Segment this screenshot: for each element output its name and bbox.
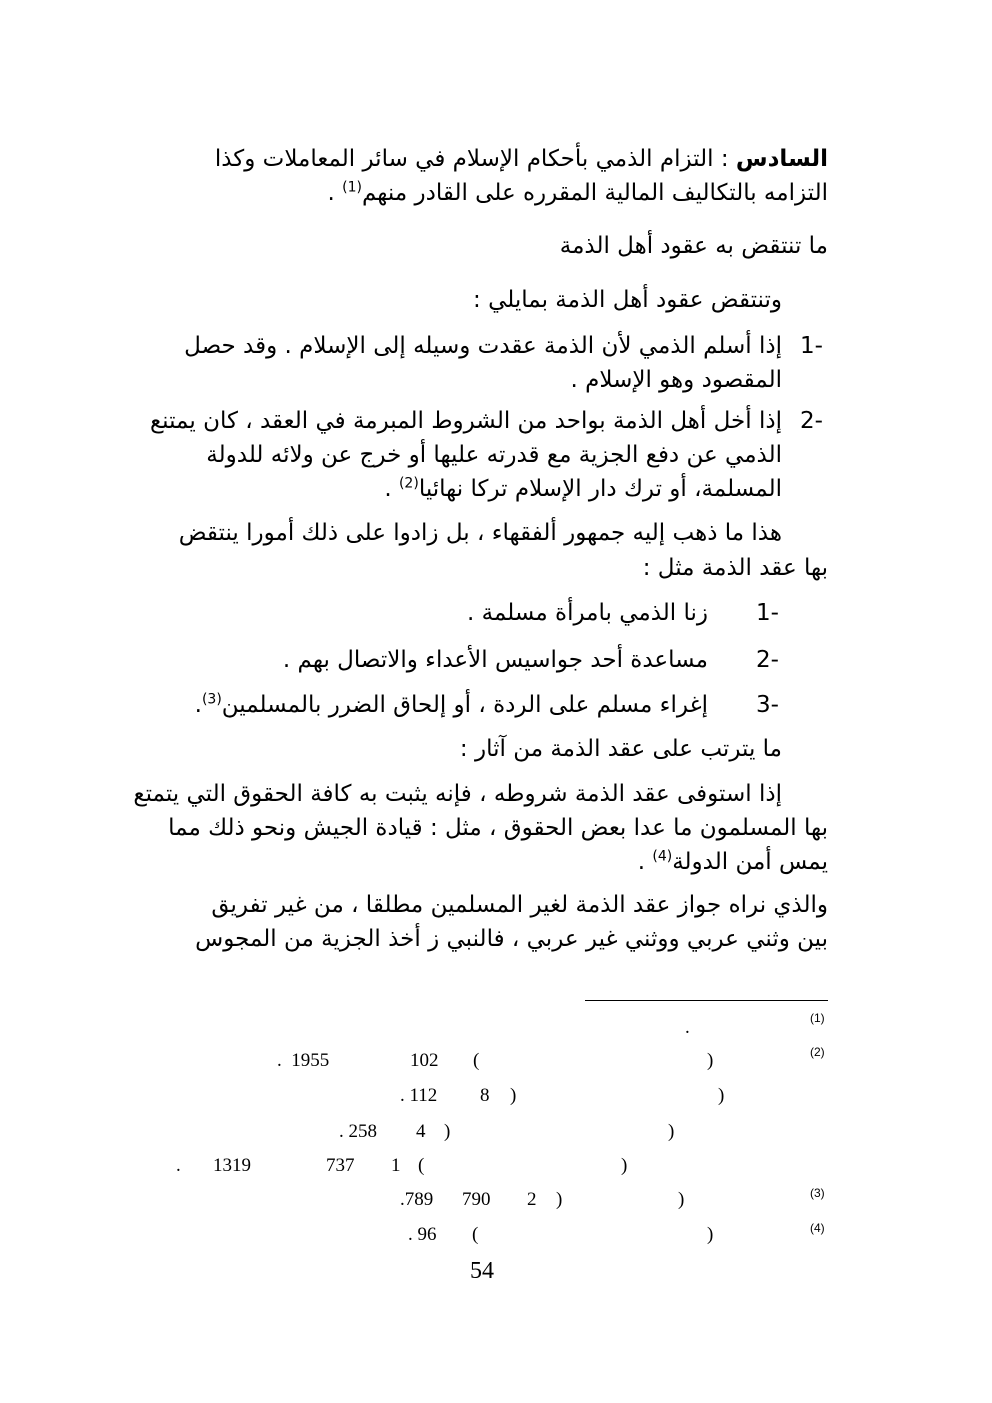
list1-item2-line3 [384, 472, 782, 506]
footnote-2-line2-c: ) [510, 1085, 517, 1106]
page-number: 54 [470, 1258, 494, 1284]
paragraph-4-line-1: والذي نراه جواز عقد الذمة لغير المسلمين مطلقا ، من غير تفريق [211, 892, 828, 918]
footnote-2-line1-d: ) [707, 1050, 714, 1071]
paragraph-1-line-2 [328, 176, 828, 210]
list1-item2-line3-end: . [384, 476, 399, 502]
footnote-2-line2-b: 8 [480, 1085, 490, 1106]
paragraph-3-line-3-text: يمس أمن الدولة [672, 849, 828, 875]
list2-item3-line: إغراء مسلم على الردة ، أو إلحاق الضرر بالمسلمين [221, 692, 708, 718]
list2-item3-text [195, 688, 708, 722]
footnote-ref-3: (3) [201, 691, 222, 708]
paragraph-4-line-2: بين وثني عربي ووثني غير عربي ، فالنبي ز أخذ الجزية من المجوس [195, 926, 828, 952]
footnote-2-line4-a: . [176, 1155, 181, 1176]
list1-item2-line3-text: المسلمة، أو ترك دار الإسلام تركا نهائيا [418, 476, 782, 502]
footnote-2-line3-d: ) [668, 1121, 675, 1142]
list2-item1-number: 1- [756, 600, 779, 626]
list2-item2-text: مساعدة أحد جواسيس الأعداء والاتصال بهم . [282, 647, 708, 673]
footnote-2-line2-d: ) [718, 1085, 725, 1106]
paragraph-1-line-1-text: : التزام الذمي بأحكام الإسلام في سائر المعاملات وكذا [214, 146, 736, 172]
paragraph-1-bold-term: السادس [735, 146, 828, 172]
list1-item1-line1: إذا أسلم الذمي لأن الذمة عقدت وسيله إلى الإسلام . وقد حصل [184, 333, 782, 359]
footnote-4-b: ( [472, 1224, 479, 1245]
footnote-3-b: 790 [462, 1189, 491, 1210]
footnote-3-marker: (3) [810, 1186, 825, 1200]
list1-item2-line2: الذمي عن دفع الجزية مع قدرته عليها أو خرج عن ولائه للدولة [206, 442, 782, 468]
footnote-separator [585, 1000, 828, 1001]
footnote-1-marker: (1) [810, 1011, 825, 1025]
list2-item2-number: 2- [756, 647, 779, 673]
footnote-2-line3-a: . 258 [339, 1121, 377, 1142]
footnote-4-marker: (4) [810, 1221, 825, 1235]
footnote-2-line4-f: ) [621, 1155, 628, 1176]
intro-line: وتنتقض عقود أهل الذمة بمايلي : [473, 287, 782, 313]
heading-contract-termination: ما تنتقض به عقود أهل الذمة [559, 233, 828, 259]
list1-item2-line1: إذا أخل أهل الذمة بواحد من الشروط المبرمة في العقد ، كان يمتنع [149, 408, 782, 434]
heading-contract-effects: ما يترتب على عقد الذمة من آثار : [459, 736, 782, 762]
footnote-2-line4-d: 1 [391, 1155, 401, 1176]
paragraph-3-line-1: إذا استوفى عقد الذمة شروطه ، فإنه يثبت به كافة الحقوق التي يتمتع [133, 781, 782, 807]
list2-item1-text: زنا الذمي بامرأة مسلمة . [467, 600, 708, 626]
paragraph-3-line-3-end: . [637, 849, 653, 875]
footnote-2-line3-c: ) [444, 1121, 451, 1142]
list2-item3-end: . [194, 692, 202, 718]
footnote-3-e: ) [678, 1189, 685, 1210]
footnote-2-line4-e: ( [418, 1155, 425, 1176]
footnote-4-a: . 96 [408, 1224, 437, 1245]
footnote-3-c: 2 [527, 1189, 537, 1210]
footnote-4-c: ) [707, 1224, 714, 1245]
footnote-3-a: .789 [400, 1189, 434, 1210]
footnote-ref-2: (2) [398, 475, 419, 492]
footnote-1-text: . [685, 1017, 690, 1038]
paragraph-2-line-1: هذا ما ذهب إليه جمهور ألفقهاء ، بل زادوا على ذلك أمورا ينتقض [178, 520, 782, 546]
list2-item3-number: 3- [756, 692, 779, 718]
footnote-3-d: ) [556, 1189, 563, 1210]
footnote-2-line1-b: 102 [410, 1050, 439, 1071]
footnote-2-line1-c: ( [473, 1050, 480, 1071]
paragraph-3-line-2: بها المسلمون ما عدا بعض الحقوق ، مثل : قيادة الجيش ونحو ذلك مما [168, 815, 828, 841]
footnote-ref-1: (1) [342, 179, 362, 196]
list1-item1-line2: المقصود وهو الإسلام . [570, 367, 782, 393]
footnote-2-line4-c: 737 [326, 1155, 355, 1176]
footnote-2-line2-a: . 112 [400, 1085, 438, 1106]
paragraph-1-line-2-text: التزامه بالتكاليف المالية المقرره على القادر منهم [362, 180, 828, 206]
list1-item1-number: 1- [800, 333, 823, 359]
paragraph-3-line-3 [638, 845, 828, 879]
footnote-2-line3-b: 4 [416, 1121, 426, 1142]
paragraph-1-line-2-end: . [327, 180, 343, 206]
footnote-2-line1-a: . 1955 [277, 1050, 330, 1071]
paragraph-1-line-1 [148, 142, 828, 176]
footnote-2-marker: (2) [810, 1045, 825, 1059]
paragraph-2-line-2: بها عقد الذمة مثل : [642, 555, 828, 581]
footnote-2-line4-b: 1319 [213, 1155, 251, 1176]
list1-item2-number: 2- [800, 408, 823, 434]
footnote-ref-4: (4) [652, 848, 673, 865]
